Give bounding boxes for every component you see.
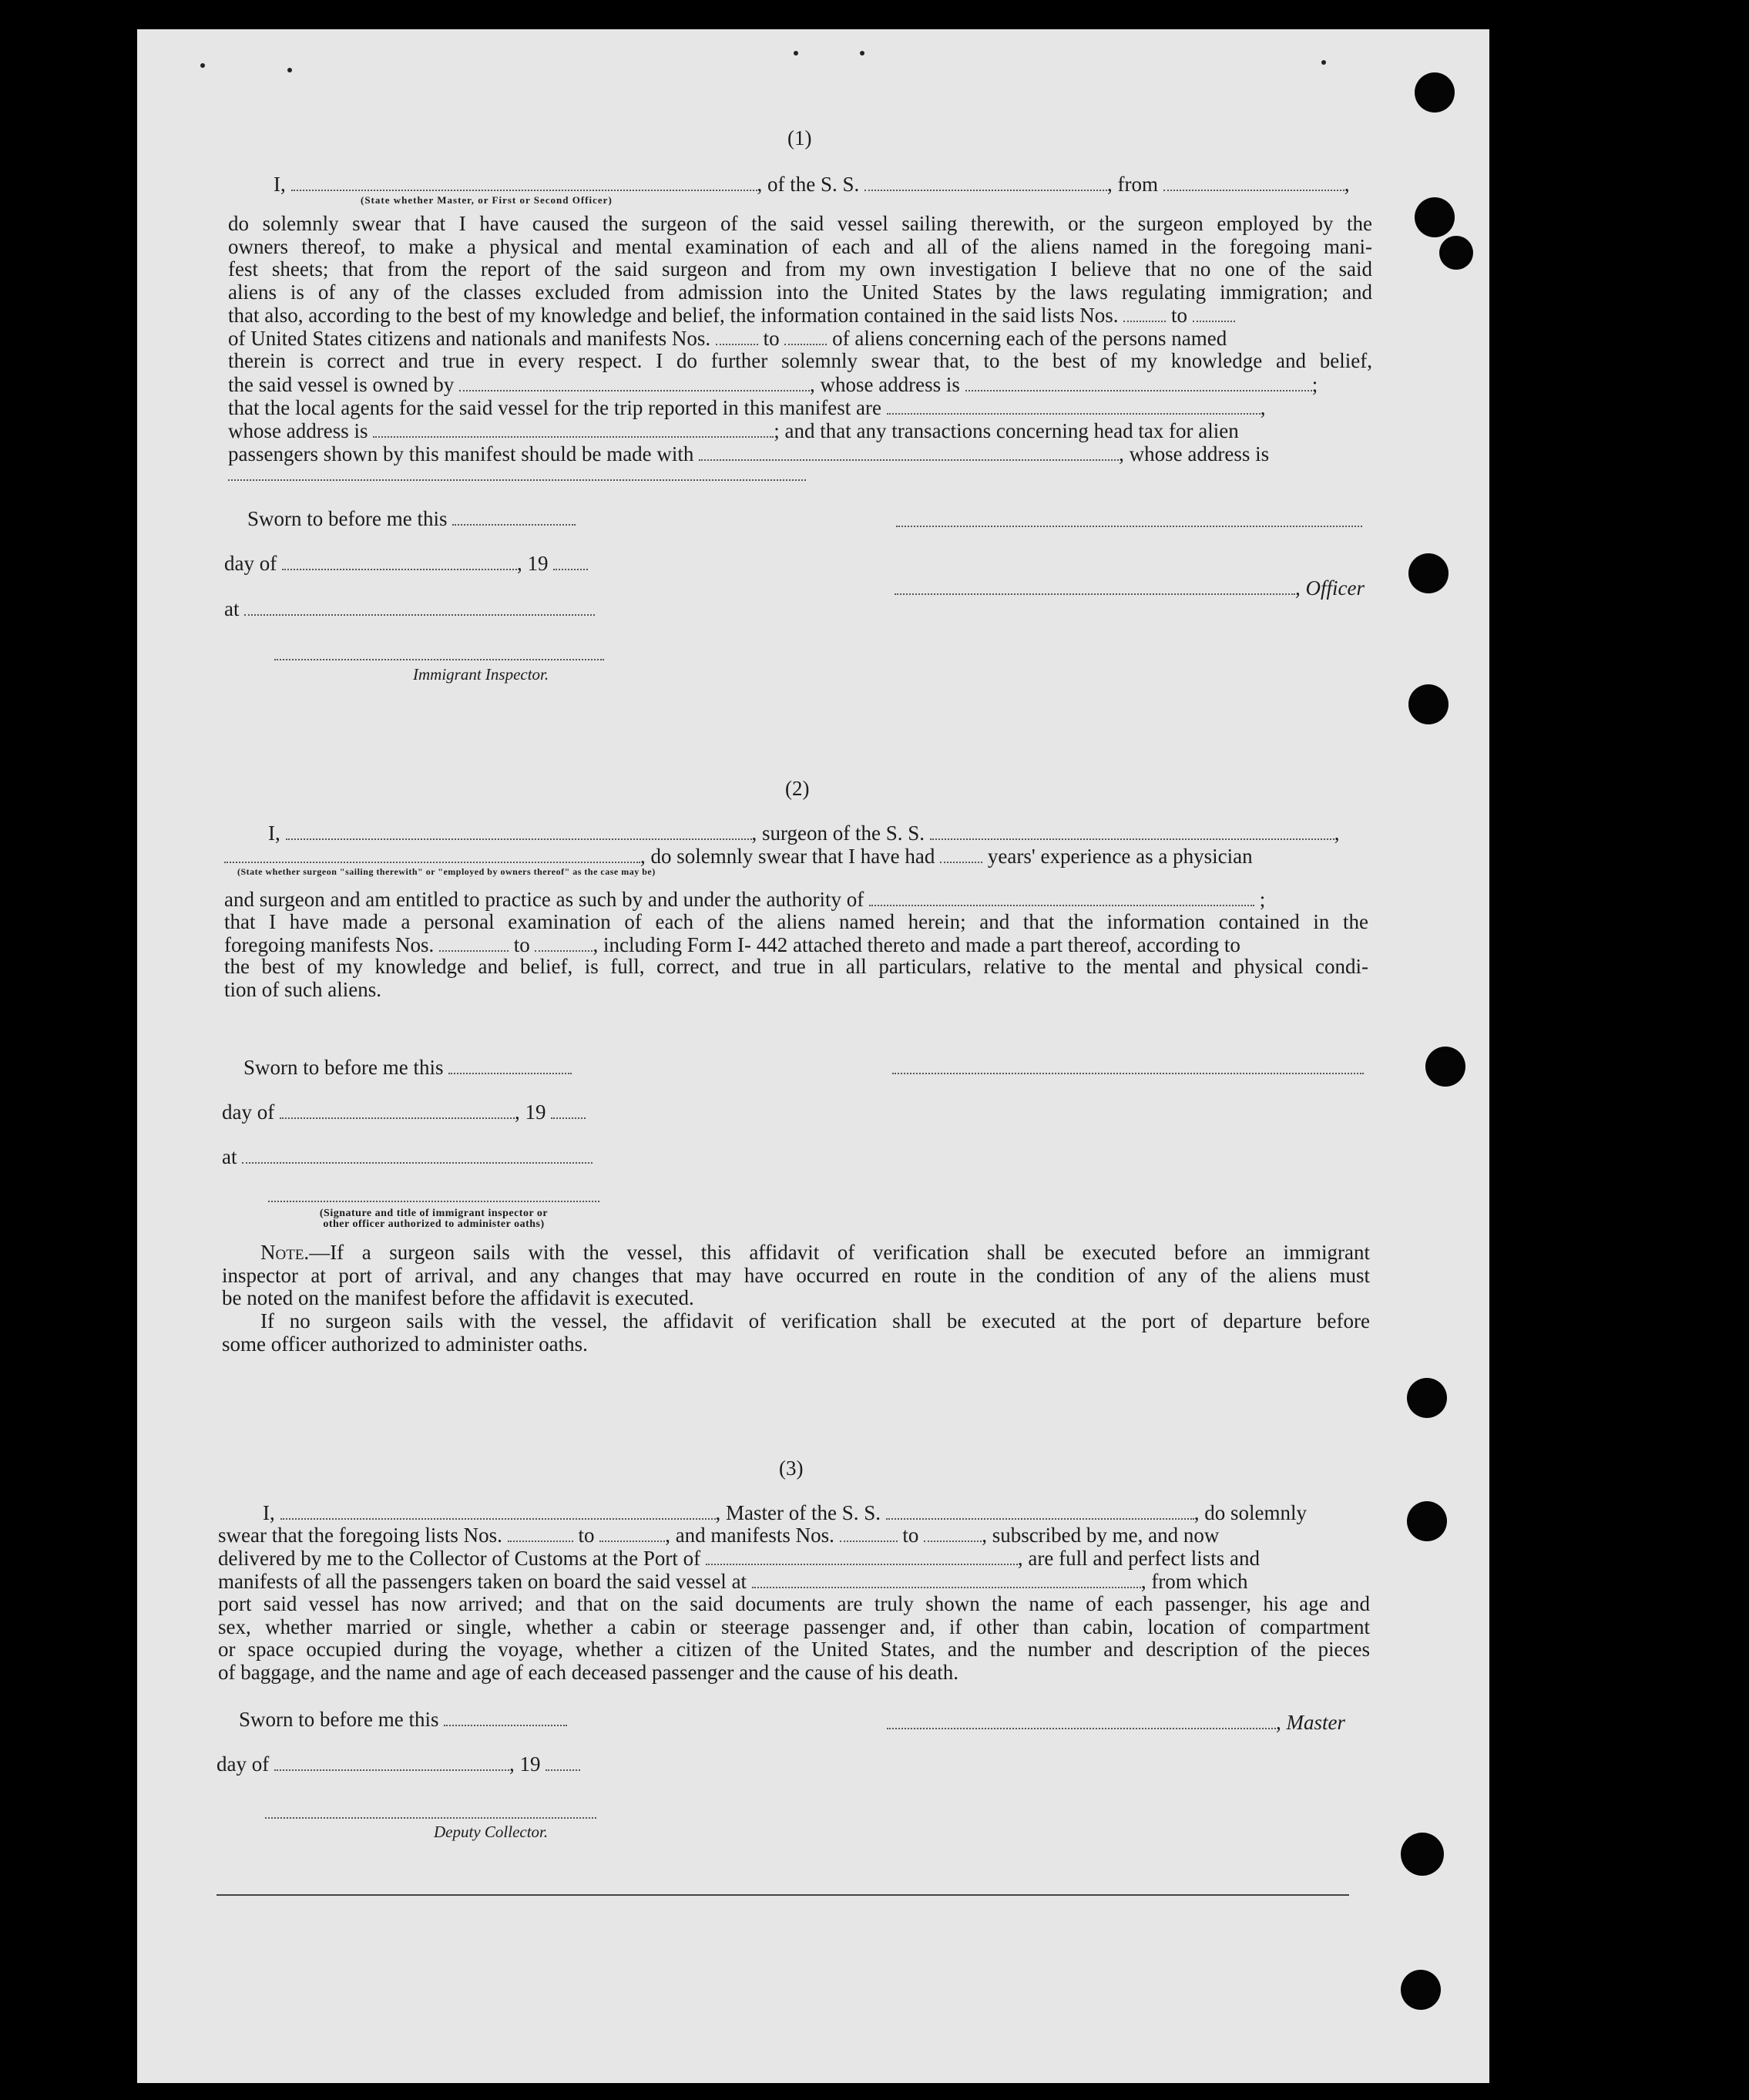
oath-line: of United States citizens and nationals and manifests Nos. to of aliens concerning each of the persons named: [228, 327, 1227, 350]
section-number: (3): [779, 1457, 804, 1480]
signature-line: [268, 1199, 599, 1202]
sworn-label: Sworn to before me this: [239, 1708, 567, 1731]
oath-line: and surgeon and am entitled to practice as such by and under the authority of ;: [224, 888, 1266, 911]
sworn-label: Sworn to before me this: [243, 1056, 572, 1079]
punch-hole: [1401, 1970, 1441, 2010]
oath-line: I, , of the S. S. , from ,: [274, 173, 1350, 196]
address-line: [228, 478, 806, 481]
sworn-label: Sworn to before me this: [247, 507, 576, 530]
speck: [200, 63, 205, 68]
speck: [287, 68, 292, 72]
blank-field: [373, 419, 774, 438]
speck: [1321, 60, 1326, 65]
note-heading: Note.: [260, 1241, 310, 1264]
oath-line: swear that the foregoing lists Nos. to , and manifests Nos. to , subscribed by me, and now: [218, 1524, 1220, 1547]
collector-label: Deputy Collector.: [434, 1823, 549, 1841]
punch-hole: [1408, 553, 1449, 593]
blank-field: [286, 822, 752, 840]
inspector-label: Immigrant Inspector.: [413, 665, 549, 684]
signature-note: (Signature and title of immigrant inspector or other officer authorized to administer oaths): [319, 1208, 549, 1230]
punch-hole: [1407, 1378, 1447, 1418]
oath-paragraph: that I have made a personal examination of each of the aliens named herein; and that the information contained in the: [224, 910, 1368, 933]
blank-field: [699, 442, 1119, 461]
oath-line: the said vessel is owned by , whose address is ;: [228, 373, 1318, 396]
blank-field: [280, 1501, 716, 1520]
field-note: (State whether Master, or First or Second Officer): [361, 194, 613, 206]
section-number: (2): [785, 777, 810, 800]
oath-line: delivered by me to the Collector of Customs at the Port of , are full and perfect lists and: [218, 1547, 1261, 1570]
speck: [794, 51, 798, 55]
oath-line: passengers shown by this manifest should be made with , whose address is: [228, 442, 1270, 465]
blank-field: [930, 822, 1334, 840]
blank-field: [924, 1524, 982, 1542]
blank-field: [452, 507, 576, 526]
oath-line: I, , Master of the S. S. , do solemnly: [263, 1501, 1307, 1524]
blank-field: [784, 327, 827, 345]
signature-line: [895, 576, 1295, 595]
blank-field: [553, 552, 588, 570]
blank-field: [864, 173, 1107, 191]
blank-field: [887, 396, 1261, 415]
oath-paragraph: therein is correct and true in every respect. I do further solemnly swear that, to the best of my knowledge and belief,: [228, 349, 1372, 372]
blank-field: [706, 1547, 1018, 1565]
blank-field: [459, 373, 810, 391]
blank-field: [840, 1524, 898, 1542]
blank-field: [282, 552, 517, 570]
document-page: [137, 29, 1489, 2083]
at-label: at: [224, 597, 595, 620]
blank-field: [752, 1570, 1141, 1588]
signature-line: [887, 1711, 1276, 1729]
blank-field: [551, 1100, 586, 1119]
blank-field: [224, 845, 640, 863]
blank-field: [1163, 173, 1344, 191]
signature-line: [274, 657, 604, 660]
day-of-label: day of , 19: [222, 1100, 586, 1124]
blank-field: [244, 597, 595, 616]
master-signature: , Master: [887, 1711, 1345, 1734]
blank-field: [546, 1752, 580, 1771]
officer-signature: , Officer: [895, 576, 1365, 600]
blank-field: [535, 933, 593, 952]
oath-line: manifests of all the passengers taken on board the said vessel at , from which: [218, 1570, 1248, 1593]
note-paragraph: Note.—If a surgeon sails with the vessel, this affidavit of verification shall be executed before an immigrant inspector at port of arrival, and any changes that may have occurred en route in the condition of any of the aliens must be noted on the manifest before the affidavit is executed. If no surgeon sails with the vessel, the affidavit of verification shall be executed at the port of departure before some officer authorized to administer oaths.: [222, 1241, 1370, 1356]
signature-line: [896, 524, 1362, 527]
oath-line: , do solemnly swear that I have had years' experience as a physician: [224, 845, 1253, 868]
punch-hole: [1415, 197, 1455, 237]
oath-paragraph: port said vessel has now arrived; and that on the said documents are truly shown the name of each passenger, his age and sex, whether married or single, whether a cabin or steerage passenger and, if other than cabin, location of compartment or space occupied during the voyage, whether a citizen of the United States, and the number and description of the pieces of baggage, and the name and age of each deceased passenger and the cause of his death.: [218, 1592, 1370, 1685]
blank-field: [508, 1524, 573, 1542]
blank-field: [448, 1056, 572, 1074]
blank-field: [940, 845, 982, 863]
punch-hole: [1408, 684, 1449, 724]
oath-line: I, , surgeon of the S. S. ,: [268, 822, 1340, 845]
signature-line: [265, 1816, 596, 1819]
oath-paragraph: the best of my knowledge and belief, is full, correct, and true in all particulars, relative to the mental and physical condi- tion of such aliens.: [224, 955, 1368, 1001]
field-note: (State whether surgeon "sailing therewith" or "employed by owners thereof" as the case may be): [237, 866, 656, 877]
blank-field: [242, 1145, 593, 1164]
oath-line: whose address is ; and that any transactions concerning head tax for alien: [228, 419, 1239, 442]
blank-field: [280, 1100, 515, 1119]
oath-paragraph: do solemnly swear that I have caused the surgeon of the said vessel sailing therewith, or the surgeon employed by the owners thereof, to make a physical and mental examination of each and all of the aliens named in the foregoing mani- fest sheets; that from the report of the said surgeon and from my own investigation I believe that no one of the said aliens is of any of the classes excluded from admission into the United States by the laws regulating immigration; and: [228, 212, 1372, 304]
blank-field: [716, 327, 758, 345]
day-of-label: day of , 19: [217, 1752, 580, 1776]
blank-field: [1123, 304, 1166, 322]
blank-field: [444, 1708, 567, 1726]
oath-line: that the local agents for the said vessel for the trip reported in this manifest are ,: [228, 396, 1266, 419]
blank-field: [1193, 304, 1235, 322]
punch-hole: [1415, 72, 1455, 113]
blank-field: [274, 1752, 509, 1771]
punch-hole: [1439, 236, 1473, 270]
blank-field: [439, 933, 509, 952]
punch-hole: [1425, 1047, 1465, 1087]
blank-field: [965, 373, 1312, 391]
signature-line: [892, 1071, 1364, 1074]
day-of-label: day of , 19: [224, 552, 588, 575]
section-number: (1): [787, 126, 812, 150]
blank-field: [599, 1524, 665, 1542]
blank-field: [886, 1501, 1194, 1520]
punch-hole: [1401, 1833, 1444, 1876]
punch-hole: [1407, 1501, 1447, 1541]
blank-field: [869, 888, 1254, 906]
blank-field: [291, 173, 757, 191]
bottom-rule: [217, 1894, 1349, 1896]
oath-line: foregoing manifests Nos. to , including Form I- 442 attached thereto and made a part thereof, according to: [224, 933, 1240, 956]
speck: [860, 51, 864, 55]
at-label: at: [222, 1145, 593, 1168]
oath-line: that also, according to the best of my knowledge and belief, the information contained in the said lists Nos. to: [228, 304, 1235, 327]
